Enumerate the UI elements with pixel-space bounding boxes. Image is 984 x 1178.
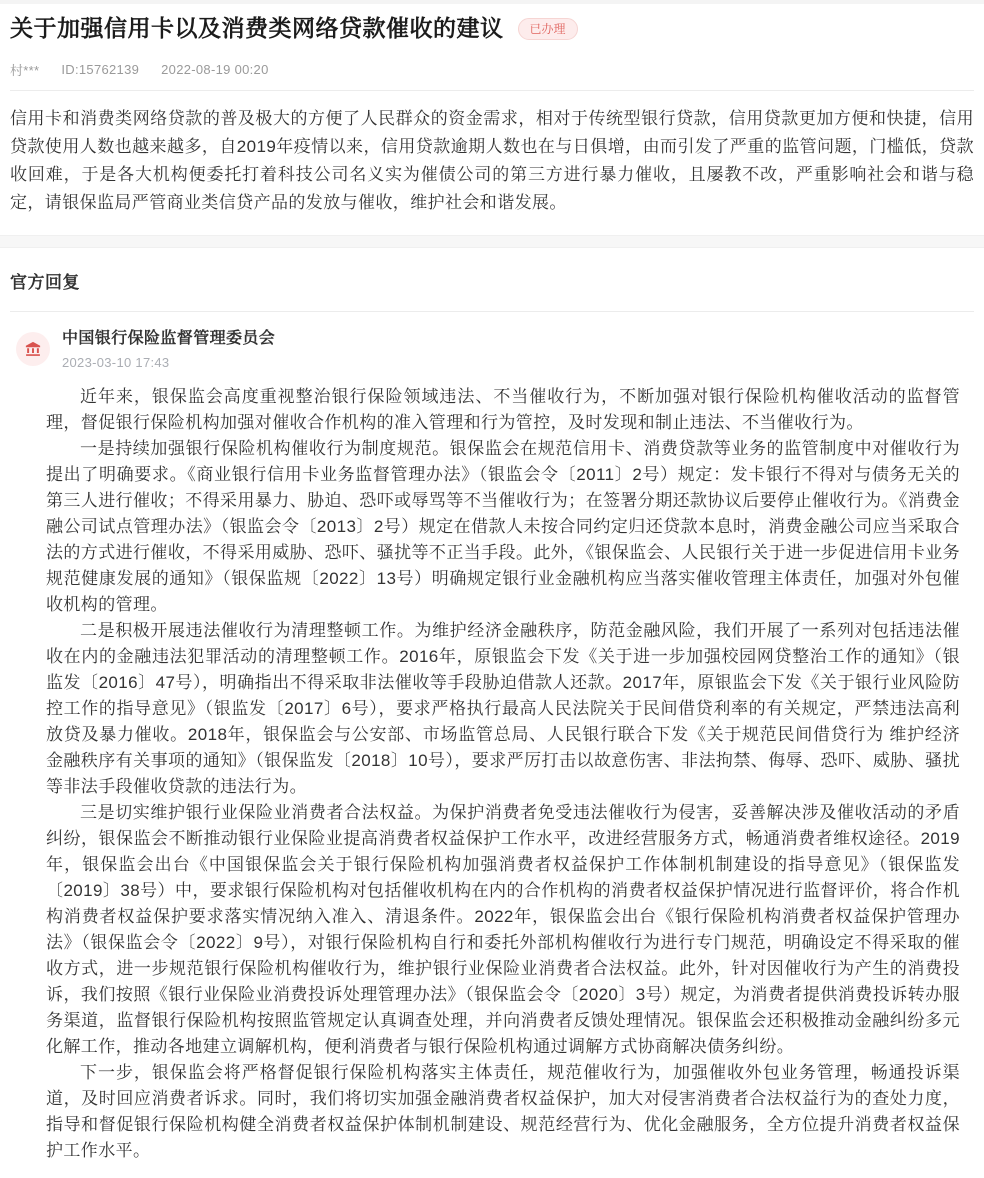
reply-section-title: 官方回复 bbox=[10, 272, 80, 292]
official-reply-section bbox=[0, 248, 984, 1178]
reply-paragraph: 下一步，银保监会将严格督促银行保险机构落实主体责任，规范催收行为，加强催收外包业务管理，畅通投诉渠道，及时回应消费者诉求。同时，我们将切实加强金融消费者权益保护，加大对侵害消费者合法权益行为的查处力度，指导和督促银行保险机构健全消费者权益保护体制机制建设、规范经营行为、优化金融服务，全方位提升消费者权益保护工作水平。 bbox=[46, 1062, 960, 1160]
reply-paragraph: 二是积极开展违法催收行为清理整顿工作。为维护经济金融秩序，防范金融风险，我们开展了一系列对包括违法催收在内的金融违法犯罪活动的清理整顿工作。2016年，原银监会下发《关于进一步加强校园网贷整治工作的通知》（银监发〔2016〕47号），明确指出不得采取非法催收等手段胁迫借款人还款。2017年，原银监会下发《关于银行业风险防控工作的指导意见》（银监发〔2017〕6号），要求严格执行最高人民法院关于民间借贷利率的有关规定，严禁违法高利放贷及暴力催收。2018年，银保监会与公安部、市场监管总局、人民银行联合下发《关于规范民间借贷行为 维护经济金融秩序有关事项的通知》（银保监发〔2018〕10号），要求严厉打击以故意伤害、非法拘禁、侮辱、恐吓、威胁、骚扰等非法手段催收贷款的违法行为。 bbox=[46, 620, 960, 796]
reply-heading-divider bbox=[10, 311, 974, 312]
question-text: 信用卡和消费类网络贷款的普及极大的方便了人民群众的资金需求，相对于传统型银行贷款，信用贷款更加方便和快捷，信用贷款使用人数也越来越多，自2019年疫情以来，信用贷款逾期人数也在与日俱增，由而引发了严重的监管问题，门槛低，贷款收回难，于是各大机构便委托打着科技公司名义实为催债公司的第三方进行暴力催收，且屡教不改，严重影响社会和谐与稳定，请银保监局严管商业类信贷产品的发放与催收，维护社会和谐发展。 bbox=[10, 108, 974, 212]
author-name: 村*** bbox=[10, 62, 40, 78]
title-row bbox=[10, 14, 974, 44]
question-section bbox=[0, 4, 984, 235]
post-id: ID:15762139 bbox=[61, 61, 140, 77]
reply-date: 2023-03-10 17:43 bbox=[62, 354, 170, 370]
reply-paragraph: 近年来，银保监会高度重视整治银行保险领域违法、不当催收行为，不断加强对银行保险机构催收活动的监督管理，督促银行保险机构加强对催收合作机构的准入管理和行为管控，及时发现和制止违法、不当催收行为。 bbox=[46, 386, 960, 432]
post-date: 2022-08-19 00:20 bbox=[161, 61, 269, 77]
section-separator bbox=[0, 235, 984, 248]
reply-paragraph: 三是切实维护银行业保险业消费者合法权益。为保护消费者免受违法催收行为侵害，妥善解决涉及催收活动的矛盾纠纷，银保监会不断推动银行业保险业提高消费者权益保护工作水平，改进经营服务方式，畅通消费者维权途径。2019年，银保监会出台《中国银保监会关于银行保险机构加强消费者权益保护工作体制机制建设的指导意见》（银保监发〔2019〕38号）中，要求银行保险机构对包括催收机构在内的合作机构的消费者权益保护情况进行监督评价，将合作机构消费者权益保护要求落实情况纳入准入、清退条件。2022年，银保监会出台《银行保险机构消费者权益保护管理办法》（银保监会令〔2022〕9号），对银行保险机构自行和委托外部机构催收行为进行专门规范，明确设定不得采取的催收方式，进一步规范银行保险机构催收行为，维护银行业保险业消费者合法权益。此外，针对因催收行为产生的消费投诉，我们按照《银行业保险业消费投诉处理管理办法》（银保监会令〔2020〕3号）规定，为消费者提供消费投诉转办服务渠道，监督银行保险机构按照监管规定认真调查处理，并向消费者反馈处理情况。银保监会还积极推动金融纠纷多元化解工作，推动各地建立调解机构，便利消费者与银行保险机构通过调解方式协商解决债务纠纷。 bbox=[46, 802, 960, 1056]
bank-icon bbox=[16, 332, 50, 366]
status-badge: 已办理 bbox=[518, 18, 578, 40]
page-title: 关于加强信用卡以及消费类网络贷款催收的建议 bbox=[10, 15, 504, 41]
post-meta bbox=[10, 60, 974, 79]
org-name: 中国银行保险监督管理委员会 bbox=[62, 329, 276, 347]
reply-author-block bbox=[62, 328, 275, 370]
reply-paragraph: 一是持续加强银行保险机构催收行为制度规范。银保监会在规范信用卡、消费贷款等业务的监管制度中对催收行为提出了明确要求。《商业银行信用卡业务监督管理办法》（银监会令〔2011〕2号）规定：发卡银行不得对与债务无关的第三人进行催收；不得采用暴力、胁迫、恐吓或辱骂等不当催收行为；在签署分期还款协议后要停止催收行为。《消费金融公司试点管理办法》（银监会令〔2013〕2号）规定在借款人未按合同约定归还贷款本息时，消费金融公司应当采取合法的方式进行催收，不得采用威胁、恐吓、骚扰等不正当手段。此外，《银保监会、人民银行关于进一步促进信用卡业务规范健康发展的通知》（银保监规〔2022〕13号）明确规定银行业金融机构应当落实催收管理主体责任，加强对外包催收机构的管理。 bbox=[46, 438, 960, 614]
reply-header bbox=[10, 328, 974, 370]
reply-body bbox=[46, 384, 960, 1178]
